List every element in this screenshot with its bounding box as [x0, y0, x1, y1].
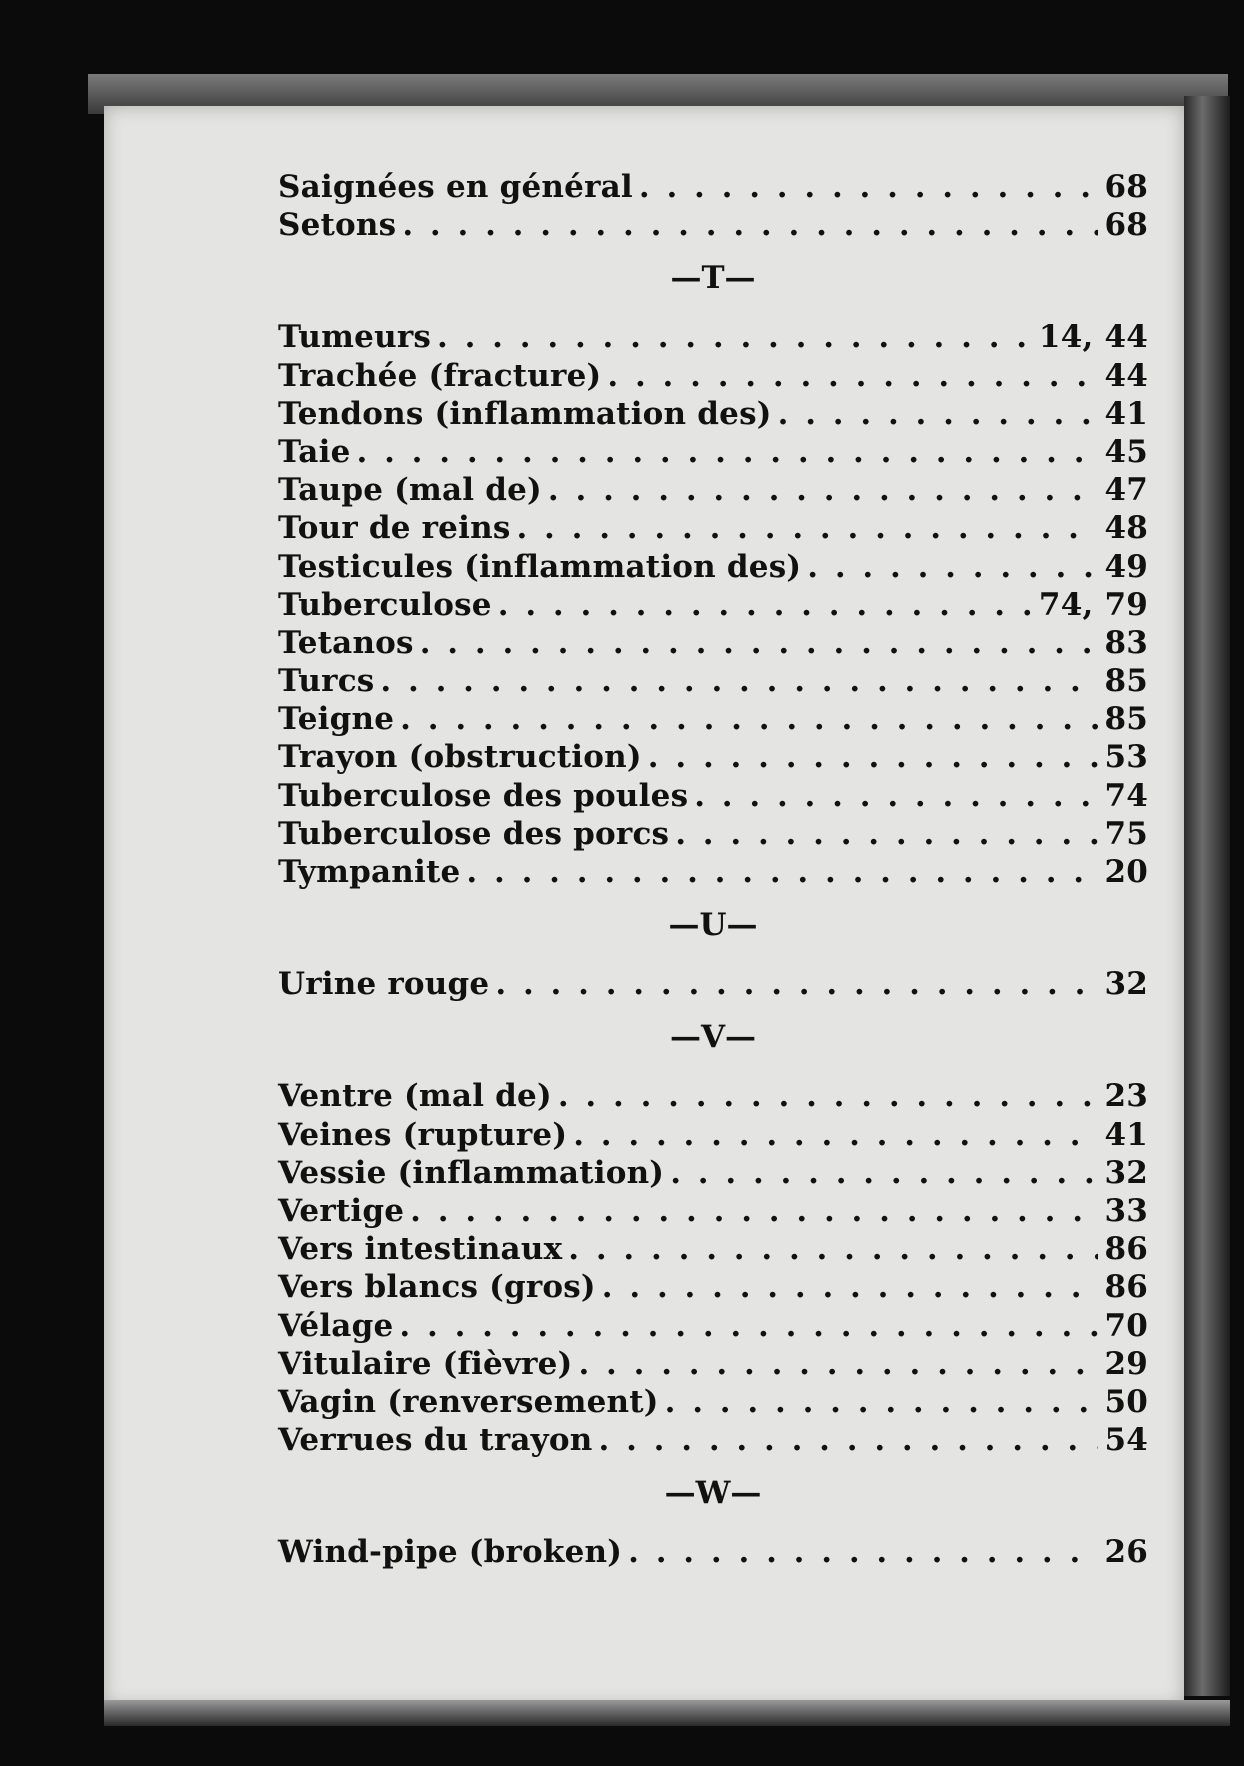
index-entry	[278, 700, 1148, 738]
entry-page-number: 47	[1104, 472, 1148, 509]
entry-label: Wind-pipe (broken)	[278, 1534, 623, 1571]
entry-label: Tumeurs	[278, 319, 432, 356]
dot-leader	[516, 509, 1098, 547]
index-entry	[278, 395, 1148, 433]
entry-page-number: 85	[1104, 663, 1148, 700]
dot-leader	[420, 624, 1099, 662]
dot-leader	[548, 471, 1099, 509]
entry-page-number: 50	[1104, 1383, 1148, 1420]
entry-label: Tour de reins	[278, 510, 511, 547]
dot-leader	[694, 777, 1098, 815]
dot-leader	[357, 433, 1099, 471]
dot-leader	[807, 548, 1098, 586]
dot-leader	[402, 206, 1098, 244]
entry-label: Vers blancs (gros)	[278, 1269, 596, 1306]
entry-label: Trachée (fracture)	[278, 357, 602, 394]
entry-label: Tetanos	[278, 624, 414, 661]
entry-page-number: 33	[1104, 1192, 1148, 1229]
index-entry	[278, 1307, 1148, 1345]
index-entry	[278, 433, 1148, 471]
section-heading: —T—	[670, 260, 756, 297]
entry-label: Urine rouge	[278, 966, 490, 1003]
entry-label: Saignées en général	[278, 169, 633, 205]
entry-page-number: 41	[1104, 1116, 1148, 1153]
entry-label: Vertige	[278, 1192, 405, 1229]
dot-leader	[495, 965, 1098, 1003]
entry-label: Trayon (obstruction)	[278, 739, 642, 776]
index-entry	[278, 206, 1148, 244]
entry-label: Taie	[278, 433, 351, 470]
entry-page-number: 14, 44	[1038, 319, 1148, 356]
entry-label: Taupe (mal de)	[278, 472, 542, 509]
index-entry	[278, 1230, 1148, 1268]
index-entry	[278, 168, 1148, 206]
entry-label: Verrues du trayon	[278, 1422, 593, 1459]
entry-page-number: 53	[1104, 739, 1148, 776]
section-heading: —W—	[664, 1475, 762, 1512]
dot-leader	[568, 1230, 1098, 1268]
index-entry	[278, 509, 1148, 547]
entry-page-number: 23	[1104, 1078, 1148, 1115]
section-heading: —U—	[668, 907, 758, 944]
dot-leader	[778, 395, 1099, 433]
index-entry	[278, 853, 1148, 891]
index-entry	[278, 471, 1148, 509]
dot-leader	[400, 700, 1098, 738]
entry-page-number: 86	[1104, 1231, 1148, 1268]
dot-leader	[466, 853, 1098, 891]
entry-page-number: 29	[1104, 1345, 1148, 1382]
index-entry	[278, 965, 1148, 1003]
entry-label: Vagin (renversement)	[278, 1383, 659, 1420]
dot-leader	[670, 1154, 1098, 1192]
dot-leader	[437, 318, 1033, 356]
dot-leader	[598, 1421, 1098, 1459]
dot-leader	[607, 357, 1098, 395]
entry-page-number: 75	[1104, 815, 1148, 852]
entry-label: Vessie (inflammation)	[278, 1154, 665, 1191]
entry-page-number: 41	[1104, 395, 1148, 432]
entry-page-number: 32	[1104, 1154, 1148, 1191]
index-entry	[278, 738, 1148, 776]
index-entry	[278, 1383, 1148, 1421]
section-heading: —V—	[669, 1019, 757, 1056]
index-entry	[278, 1154, 1148, 1192]
dot-leader	[602, 1268, 1099, 1306]
dot-leader	[628, 1533, 1098, 1571]
entry-page-number: 70	[1104, 1307, 1148, 1344]
entry-page-number: 54	[1104, 1422, 1148, 1459]
dot-leader	[399, 1307, 1098, 1345]
entry-label: Vers intestinaux	[278, 1231, 563, 1268]
dot-leader	[573, 1116, 1098, 1154]
index-entry	[278, 624, 1148, 662]
entry-page-number: 32	[1104, 966, 1148, 1003]
entry-label: Vitulaire (fièvre)	[278, 1345, 573, 1382]
entry-page-number: 83	[1104, 624, 1148, 661]
entry-label: Setons	[278, 207, 397, 244]
dot-leader	[648, 738, 1099, 776]
index-entry	[278, 777, 1148, 815]
index-entry	[278, 548, 1148, 586]
index-entry	[278, 1533, 1148, 1571]
dot-leader	[578, 1345, 1098, 1383]
entry-page-number: 20	[1104, 854, 1148, 890]
entry-label: Ventre (mal de)	[278, 1078, 552, 1115]
page-binding-edge	[1184, 96, 1230, 1696]
entry-label: Tuberculose	[278, 586, 492, 623]
entry-label: Tuberculose des poules	[278, 777, 689, 814]
dot-leader	[558, 1077, 1099, 1115]
index-entry	[278, 1268, 1148, 1306]
entry-label: Vélage	[278, 1307, 394, 1344]
entry-page-number: 74, 79	[1038, 586, 1148, 623]
entry-page-number: 74	[1104, 777, 1148, 814]
entry-page-number: 68	[1104, 207, 1148, 244]
entry-page-number: 44	[1104, 357, 1148, 394]
entry-page-number: 48	[1104, 510, 1148, 547]
index-entry	[278, 662, 1148, 700]
index-entry	[278, 1345, 1148, 1383]
index-entry	[278, 815, 1148, 853]
entry-label: Tympanite	[278, 854, 461, 890]
entry-page-number: 68	[1104, 169, 1148, 205]
entry-label: Veines (rupture)	[278, 1116, 568, 1153]
entry-label: Turcs	[278, 663, 375, 700]
entry-label: Tuberculose des porcs	[278, 815, 670, 852]
entry-page-number: 45	[1104, 433, 1148, 470]
index-entry	[278, 1077, 1148, 1115]
dot-leader	[675, 815, 1098, 853]
index-entry	[278, 1116, 1148, 1154]
entry-page-number: 85	[1104, 701, 1148, 738]
scan-border-bottom	[104, 1700, 1230, 1726]
dot-leader	[498, 586, 1033, 624]
entry-page-number: 26	[1104, 1534, 1148, 1571]
dot-leader	[380, 662, 1098, 700]
dot-leader	[665, 1383, 1099, 1421]
index-entry	[278, 1421, 1148, 1459]
entry-page-number: 86	[1104, 1269, 1148, 1306]
dot-leader	[410, 1192, 1098, 1230]
entry-page-number: 49	[1104, 548, 1148, 585]
entry-label: Tendons (inflammation des)	[278, 395, 772, 432]
index-list	[278, 168, 1148, 1571]
index-entry	[278, 586, 1148, 624]
entry-label: Testicules (inflammation des)	[278, 548, 802, 585]
index-entry	[278, 1192, 1148, 1230]
index-entry	[278, 318, 1148, 356]
dot-leader	[639, 168, 1099, 206]
entry-label: Teigne	[278, 701, 395, 738]
index-entry	[278, 357, 1148, 395]
